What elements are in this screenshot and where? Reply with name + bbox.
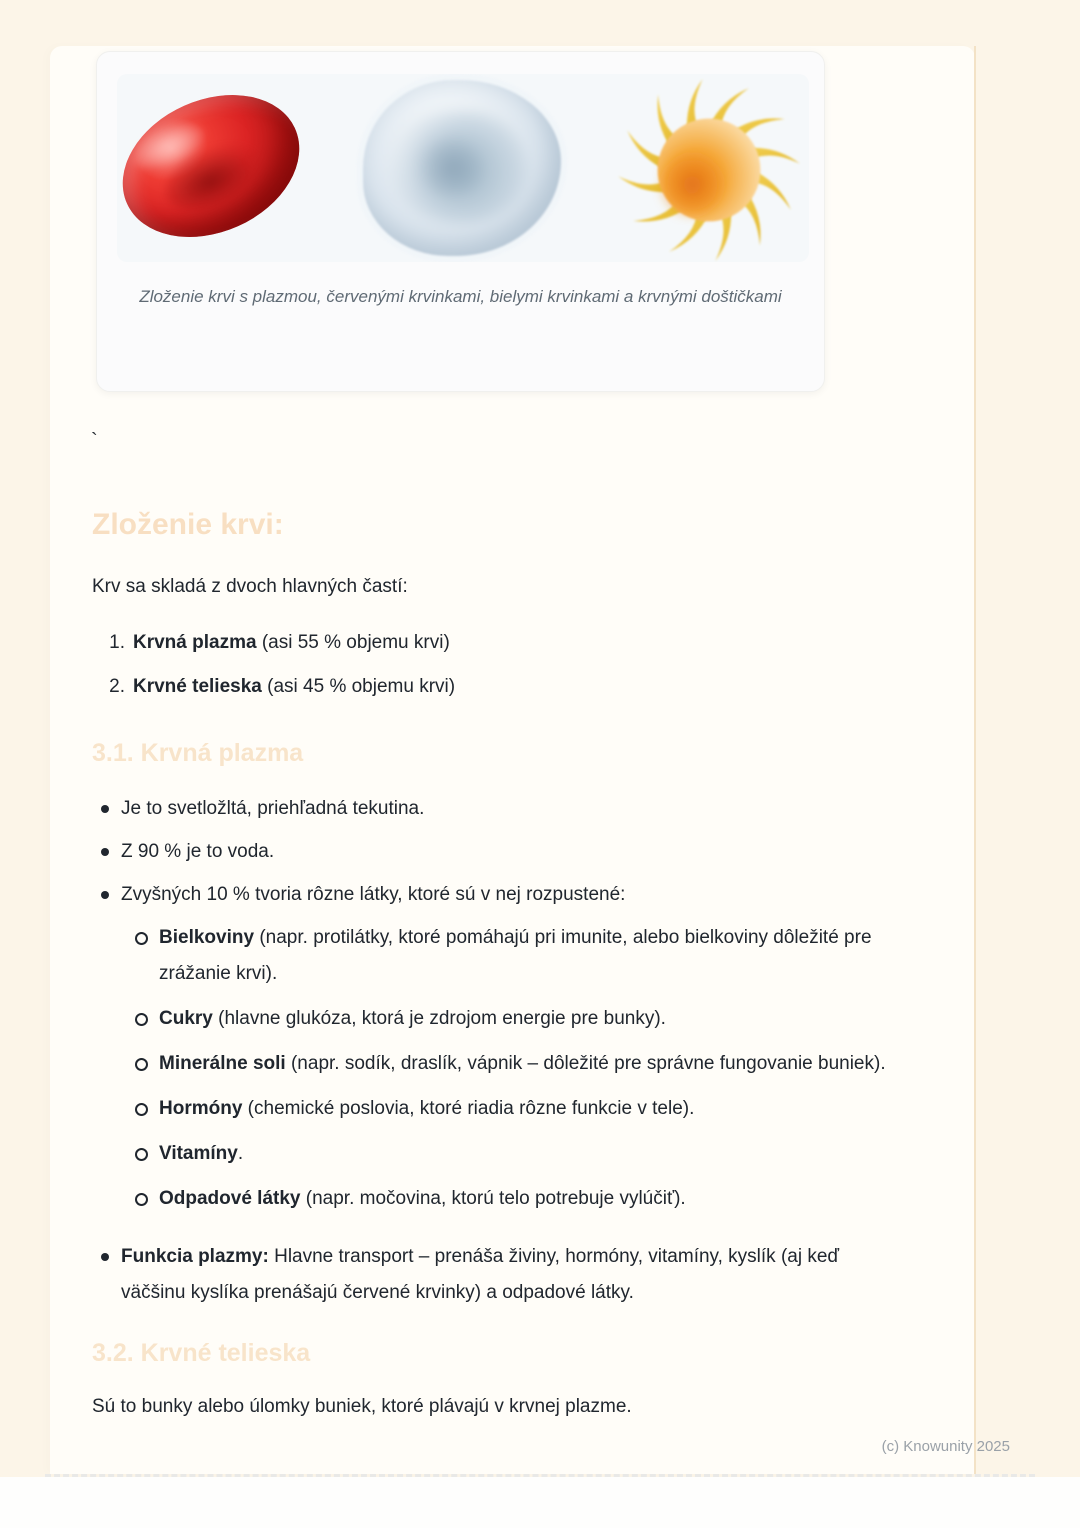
document-body bbox=[92, 501, 917, 1423]
bullet-circle-icon bbox=[135, 1058, 148, 1071]
term: Krvná plazma bbox=[133, 632, 257, 653]
bullet-dot-icon bbox=[101, 1253, 109, 1261]
term: Bielkoviny bbox=[159, 927, 255, 948]
bullet-circle-icon bbox=[135, 1193, 148, 1206]
heading-3-1-krvna-plazma: 3.1. Krvná plazma bbox=[92, 739, 304, 767]
document-sheet bbox=[50, 46, 975, 1474]
numbered-list bbox=[92, 625, 917, 705]
sub-bullet-item: Odpadové látky (napr. močovina, ktorú telo potrebuje vylúčiť). bbox=[92, 1181, 917, 1217]
intro-paragraph: Krv sa skladá z dvoch hlavných častí: bbox=[92, 576, 408, 597]
sub-bullet-item: Vitamíny. bbox=[92, 1136, 917, 1172]
figure-caption: Zloženie krvi s plazmou, červenými krvinkami, bielymi krvinkami a krvnými doštičkami bbox=[139, 287, 782, 306]
term: Minerálne soli bbox=[159, 1053, 286, 1074]
sub-bullet-item: Minerálne soli (napr. sodík, draslík, vápnik – dôležité pre správne fungovanie buniek). bbox=[92, 1046, 917, 1082]
red-blood-cell-icon bbox=[117, 74, 309, 262]
bullet-item: Z 90 % je to voda. bbox=[92, 834, 917, 870]
term: Hormóny bbox=[159, 1098, 243, 1119]
sub-bullet-item: Cukry (hlavne glukóza, ktorá je zdrojom energie pre bunky). bbox=[92, 1001, 917, 1037]
bullet-circle-icon bbox=[135, 1103, 148, 1116]
next-page-area bbox=[0, 1477, 1080, 1528]
figure-image bbox=[117, 74, 809, 262]
bullet-dot-icon bbox=[101, 848, 109, 856]
bullet-circle-icon bbox=[135, 1148, 148, 1161]
bullet-dot-icon bbox=[101, 805, 109, 813]
page-edge-divider bbox=[974, 46, 976, 1474]
bullet-item: Je to svetložltá, priehľadná tekutina. bbox=[92, 791, 917, 827]
term: Cukry bbox=[159, 1008, 213, 1029]
list-number: 2. bbox=[109, 676, 125, 697]
list-number: 1. bbox=[109, 632, 125, 653]
paragraph-3-2: Sú to bunky alebo úlomky buniek, ktoré plávajú v krvnej plazme. bbox=[92, 1396, 632, 1417]
heading-3-2-krvne-telieska: 3.2. Krvné telieska bbox=[92, 1339, 311, 1367]
bullet-dot-icon bbox=[101, 891, 109, 899]
sub-bullet-item: Hormóny (chemické poslovia, ktoré riadia rôzne funkcie v tele). bbox=[92, 1091, 917, 1127]
bullet-circle-icon bbox=[135, 1013, 148, 1026]
list-item: 1. Krvná plazma (asi 55 % objemu krvi) bbox=[92, 625, 917, 661]
sub-bullet-item: Bielkoviny (napr. protilátky, ktoré pomáhajú pri imunite, alebo bielkoviny dôležité pre zrážanie krvi). bbox=[92, 920, 917, 992]
sub-bullet-list bbox=[92, 920, 917, 1217]
bullet-list-3-1 bbox=[92, 791, 917, 913]
term: Funkcia plazmy: bbox=[121, 1246, 269, 1267]
heading-zlozenie-krvi: Zloženie krvi: bbox=[92, 508, 284, 541]
funkcia-bullet bbox=[92, 1239, 917, 1311]
platelet-icon bbox=[615, 74, 803, 262]
stray-backtick-char: ` bbox=[91, 430, 98, 452]
term: Krvné telieska bbox=[133, 676, 262, 697]
copyright-watermark: (c) Knowunity 2025 bbox=[881, 1438, 1010, 1455]
term: Odpadové látky bbox=[159, 1188, 301, 1209]
bullet-item: Funkcia plazmy: Hlavne transport – prenáša živiny, hormóny, vitamíny, kyslík (aj keď väčšinu kyslíka prenášajú červené krvinky) a odpadové látky. bbox=[92, 1239, 917, 1311]
list-item: 2. Krvné telieska (asi 45 % objemu krvi) bbox=[92, 669, 917, 705]
bullet-circle-icon bbox=[135, 932, 148, 945]
term: Vitamíny bbox=[159, 1143, 238, 1164]
bullet-item: Zvyšných 10 % tvoria rôzne látky, ktoré sú v nej rozpustené: bbox=[92, 877, 917, 913]
figure-card bbox=[96, 51, 825, 392]
white-blood-cell-icon bbox=[363, 80, 561, 256]
